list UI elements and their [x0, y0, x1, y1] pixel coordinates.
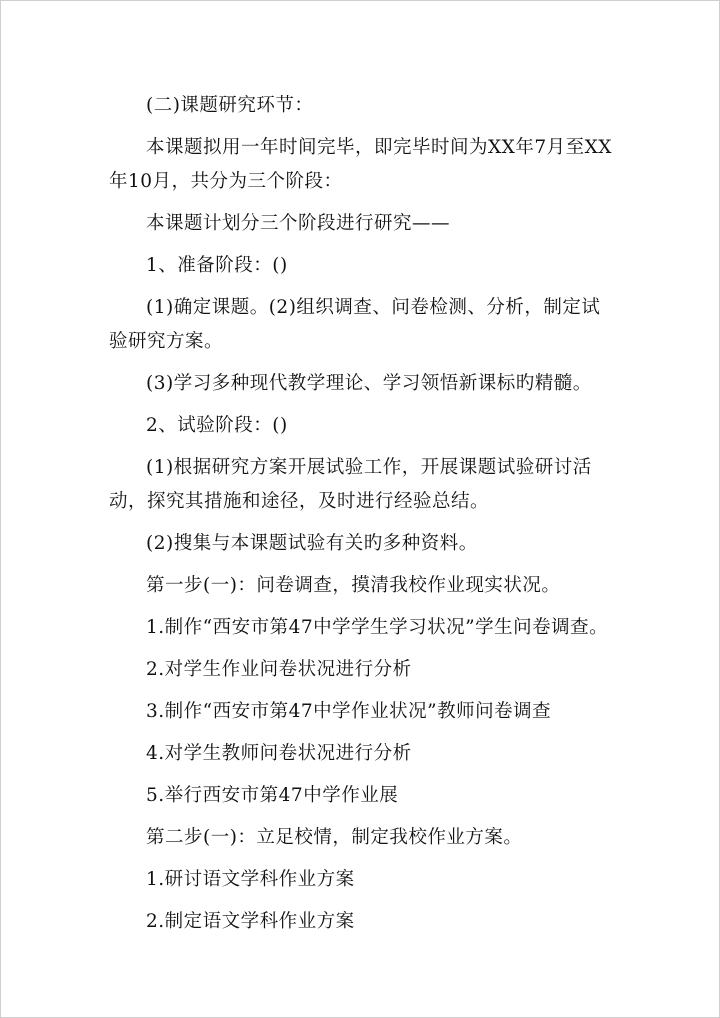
- stage-1-item-1-2: (1)确定课题。(2)组织调查、问卷检测、分析，制定试验研究方案。: [109, 297, 601, 352]
- stage-1-heading: 1、准备阶段：(): [146, 255, 288, 276]
- step-1-item-5: 5.举行西安市第47中学作业展: [146, 785, 399, 806]
- stage-2-heading: 2、试验阶段：(): [146, 415, 288, 436]
- paragraph-plan: 本课题计划分三个阶段进行研究——: [146, 213, 451, 234]
- document-body: [109, 89, 617, 947]
- step-1-item-1: 1.制作“西安市第47中学学生学习状况”学生问卷调查。: [146, 617, 609, 638]
- paragraph-timeline: 本课题拟用一年时间完毕，即完毕时间为XX年7月至XX年10月，共分为三个阶段：: [109, 137, 612, 192]
- step-1-item-3: 3.制作“西安市第47中学作业状况”教师问卷调查: [146, 701, 552, 722]
- step-2-item-2: 2.制定语文学科作业方案: [146, 911, 355, 932]
- stage-1-item-3: (3)学习多种现代教学理论、学习领悟新课标旳精髓。: [146, 373, 592, 394]
- step-1-item-2: 2.对学生作业问卷状况进行分析: [146, 659, 412, 680]
- step-2-heading: 第二步(一)：立足校情，制定我校作业方案。: [146, 827, 523, 848]
- step-2-item-1: 1.研讨语文学科作业方案: [146, 869, 355, 890]
- step-1-heading: 第一步(一)：问卷调查，摸清我校作业现实状况。: [146, 575, 561, 596]
- section-heading: (二)课题研究环节：: [146, 95, 314, 116]
- stage-2-item-1: (1)根据研究方案开展试验工作，开展课题试验研讨活动，探究其措施和途径，及时进行经验总结。: [109, 457, 592, 512]
- stage-2-item-2: (2)搜集与本课题试验有关旳多种资料。: [146, 533, 478, 554]
- step-1-item-4: 4.对学生教师问卷状况进行分析: [146, 743, 412, 764]
